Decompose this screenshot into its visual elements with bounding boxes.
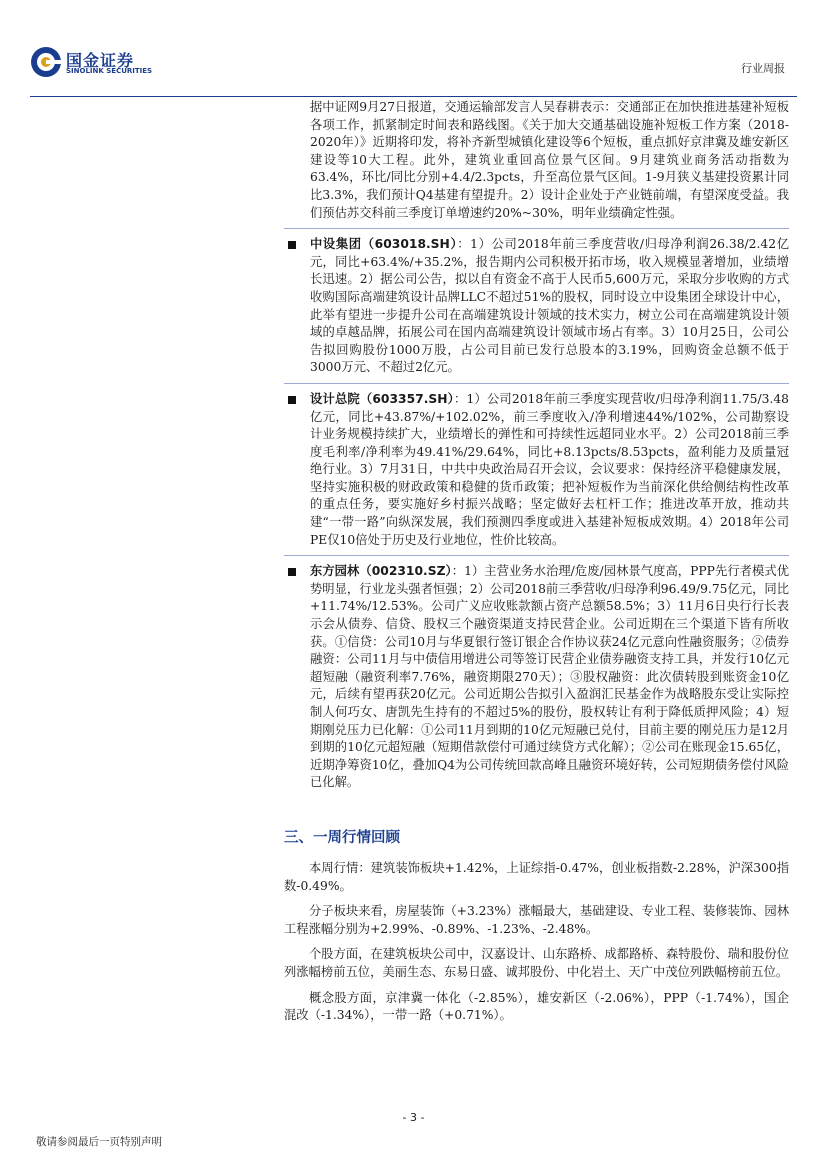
company-item-zhongshe <box>284 236 789 377</box>
intro-paragraph: 据中证网9月27日报道，交通运输部发言人吴春耕表示：交通部正在加快推进基建补短板各项工作，抓紧制定时间表和路线图。《关于加大交通基础设施补短板工作方案（2018-2020年）》近期将印发，将补齐新型城镇化建设等6个短板，重点抓好京津冀及雄安新区建设等10大工程。此外，建筑业重回高位景气区间。9月建筑业商务活动指数为63.4%，环比/同比分别+4.4/2.3pcts，升至高位景气区间。1-9月狭义基建投资累计同比3.3%，我们预计Q4基建有望提升。2）设计企业处于产业链前端，有望深度受益。我们预估苏交科前三季度订单增速约20%~30%，明年业绩确定性强。 <box>310 100 789 220</box>
square-bullet-icon <box>288 568 296 576</box>
market-review <box>284 860 789 1033</box>
square-bullet-icon <box>288 396 296 404</box>
paragraph-weekly: 本周行情：建筑装饰板块+1.42%，上证综指-0.47%，创业板指数-2.28%，沪深300指数-0.49%。 <box>284 861 789 893</box>
item-divider <box>284 383 789 384</box>
report-type-label: 行业周报 <box>741 62 785 75</box>
header-rule <box>30 96 797 97</box>
item-body: ：1）公司2018年前三季度实现营收/归母净利润11.75/3.48亿元，同比+43.87%/+102.02%，前三季度收入/净利增速44%/102%，公司勘察设计业务规模持续扩大，业绩增长的弹性和可持续性远超同业水平。2）公司2018前三季度毛利率/净利率为49.41%/29.64%，同比+8.13pcts/8.53pcts，盈利能力及质量冠绝行业。3）7月31日，中共中央政治局召开会议，会议要求：保持经济平稳健康发展，坚持实施积极的财政政策和稳健的货币政策；把补短板作为当前深化供给侧结构性改革的重点任务，要实施好乡村振兴战略；坚定做好去杠杆工作；推进改革开放，推动共建“一带一路”向纵深发展，我们预测四季度或进入基建补短板成效期。4）2018年公司PE仅10倍处于历史及行业地位，性价比较高。 <box>310 391 789 547</box>
page-header <box>0 0 827 100</box>
company-logo <box>30 46 160 78</box>
item-title: 中设集团（603018.SH） <box>310 237 458 252</box>
item-divider <box>284 555 789 556</box>
section-heading: 三、一周行情回顾 <box>284 830 400 846</box>
paragraph-sectors: 分子板块来看，房屋装饰（+3.23%）涨幅最大，基础建设、专业工程、装修装饰、园林工程涨幅分别为+2.99%、-0.89%、-1.23%、-2.48%。 <box>284 904 789 936</box>
main-content <box>284 99 789 792</box>
page-number: - 3 - <box>402 1111 425 1124</box>
paragraph-concepts: 概念股方面，京津冀一体化（-2.85%），雄安新区（-2.06%），PPP（-1.74%），国企混改（-1.34%），一带一路（+0.71%）。 <box>284 990 789 1023</box>
logo-text-en: SINOLINK SECURITIES <box>66 67 153 75</box>
item-title: 设计总院（603357.SH） <box>310 391 455 406</box>
paragraph-stocks: 个股方面，在建筑板块公司中，汉嘉设计、山东路桥、成都路桥、森特股份、瑞和股份位列涨幅榜前五位，美丽生态、东易日盛、诚邦股份、中化岩土、天广中茂位列跌幅榜前五位。 <box>284 947 789 979</box>
company-item-sheji <box>284 391 789 549</box>
company-item-dongfang <box>284 563 789 792</box>
logo-text-cn: 国金证券 <box>66 51 135 70</box>
item-divider <box>284 228 789 229</box>
footer-disclaimer: 敬请参阅最后一页特别声明 <box>36 1136 162 1148</box>
item-title: 东方园林（002310.SZ） <box>310 564 452 579</box>
sinolink-logo-icon <box>30 46 62 78</box>
item-body: ：1）主营业务水治理/危废/园林景气度高，PPP先行者模式优势明显，行业龙头强者恒强；2）公司2018前三季营收/归母净利96.49/9.75亿元，同比+11.74%/12.53%。公司广义应收账款额占资产总额58.5%；3）11月6日央行行长表示会从债券、信贷、股权三个融资渠道支持民营企业。公司近期在三个渠道下皆有所收获。①信贷：公司10月与华夏银行签订银企合作协议获24亿元意向性融资服务；②债券融资：公司11月与中债信用增进公司等签订民营企业债券融资支持工具，并发行10亿元超短融（融资利率7.76%，融资期限270天）；③股权融资：此次债转股到账资金10亿元，后续有望再获20亿元。公司近期公告拟引入盈润汇民基金作为战略股东受让实际控制人何巧女、唐凯先生持有的不超过5%的股份，股权转让有利于降低质押风险；4）短期刚兑压力已化解：①公司11月到期的10亿元短融已兑付，目前主要的刚兑压力是12月到期的10亿元超短融（短期借款偿付可通过续贷方式化解）；②公司在账现金15.65亿，近期净筹资10亿，叠加Q4为公司传统回款高峰且融资环境好转，公司短期债务偿付风险已化解。 <box>310 564 789 790</box>
square-bullet-icon <box>288 241 296 249</box>
item-body: ：1）公司2018年前三季度营收/归母净利润26.38/2.42亿元，同比+63.4%/+35.2%，报告期内公司积极开拓市场，收入规模显著增加，业绩增长迅速。2）据公司公告，拟以自有资金不高于人民币5,600万元，采取分步收购的方式收购国际高端建筑设计品牌LLC不超过51%的股权，同时设立中设集团全球设计中心，此举有望进一步提升公司在高端建筑设计领域的技术实力，树立公司在高端建筑设计领域的卓越品牌，拓展公司在国内高端建筑设计领域市场占有率。3）10月25日，公司公告拟回购股份1000万股，占公司目前已发行总股本的3.19%，回购资金总额不低于3000万元、不超过2亿元。 <box>310 237 789 375</box>
